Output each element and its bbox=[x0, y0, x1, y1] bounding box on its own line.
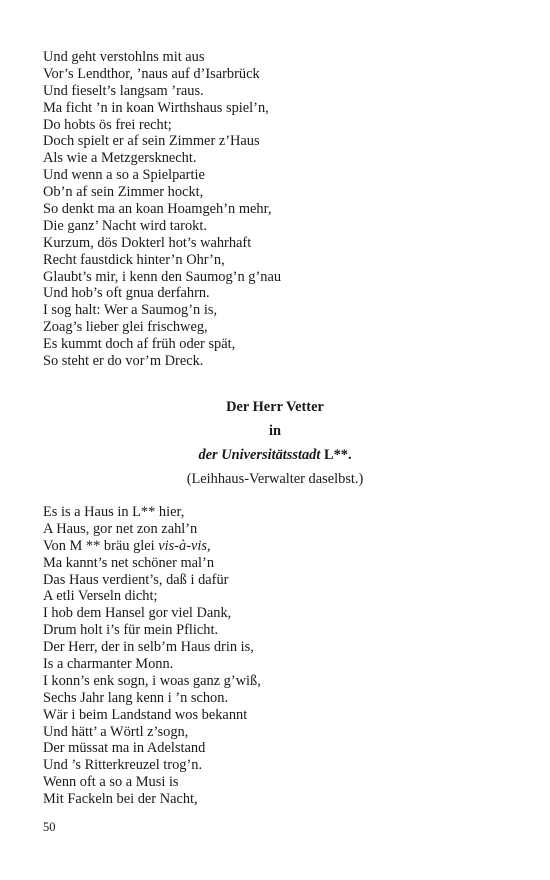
verse-line: Und wenn a so a Spielpartie bbox=[43, 167, 205, 184]
poem-stanza-bottom bbox=[43, 504, 513, 808]
verse-line: Drum holt i’s für mein Pflicht. bbox=[43, 622, 219, 639]
poem-heading bbox=[0, 395, 550, 491]
verse-line: Do hobts ös frei recht; bbox=[43, 116, 172, 133]
verse-line: Wenn oft a so a Musi is bbox=[43, 774, 179, 791]
verse-line: Sechs Jahr lang kenn i ’n schon. bbox=[43, 689, 229, 706]
verse-line: Is a charmanter Monn. bbox=[43, 656, 174, 673]
verse-line: Das Haus verdient’s, daß i dafür bbox=[43, 571, 229, 588]
page-number: 50 bbox=[43, 820, 56, 834]
place-suffix: L**. bbox=[320, 447, 352, 463]
verse-line: A Haus, gor net zon zahl’n bbox=[43, 520, 198, 537]
verse-line: A etli Verseln dicht; bbox=[43, 588, 158, 605]
verse-line: Der müssat ma in Adelstand bbox=[43, 740, 206, 757]
verse-line: Mit Fackeln bei der Nacht, bbox=[43, 791, 198, 808]
verse-line: Ob’n af sein Zimmer hockt, bbox=[43, 184, 204, 201]
verse-line: Ma ficht ’n in koan Wirthshaus spiel’n, bbox=[43, 99, 269, 116]
verse-line: So denkt ma an koan Hoamgeh’n mehr, bbox=[43, 201, 272, 218]
verse-line: I hob dem Hansel gor viel Dank, bbox=[43, 605, 232, 622]
verse-line: Und geht verstohlns mit aus bbox=[43, 49, 205, 65]
verse-line-text: Von M ** bräu glei bbox=[43, 537, 159, 554]
verse-line-italic: vis-à-vis, bbox=[158, 537, 211, 554]
verse-line: So steht er do vor’m Dreck. bbox=[43, 353, 204, 370]
verse-line: Der Herr, der in selb’m Haus drin is, bbox=[43, 639, 254, 656]
verse-line bbox=[43, 538, 513, 555]
verse-line: Und fieselt’s langsam ’raus. bbox=[43, 82, 204, 99]
poem-stanza-top bbox=[43, 49, 513, 370]
verse-line: Es is a Haus in L** hier, bbox=[43, 504, 185, 520]
verse-line: Zoag’s lieber glei frischweg, bbox=[43, 319, 208, 336]
poem-title-place bbox=[0, 443, 550, 467]
verse-line: Kurzum, dös Dokterl hot’s wahrhaft bbox=[43, 234, 252, 251]
poem-subtitle: (Leihhaus-Verwalter daselbst.) bbox=[186, 471, 364, 487]
verse-line: Und hätt’ a Wörtl z’sogn, bbox=[43, 723, 189, 740]
verse-line: Glaubt’s mir, i kenn den Saumog’n g’nau bbox=[43, 268, 282, 285]
verse-line: I konn’s enk sogn, i woas ganz g’wiß, bbox=[43, 672, 261, 689]
verse-line: Als wie a Metzgersknecht. bbox=[43, 150, 197, 167]
verse-line: Es kummt doch af früh oder spät, bbox=[43, 336, 236, 353]
verse-line: Ma kannt’s net schöner mal’n bbox=[43, 554, 215, 571]
verse-line: Recht faustdick hinter’n Ohr’n, bbox=[43, 251, 225, 268]
verse-line: I sog halt: Wer a Saumog’n is, bbox=[43, 302, 218, 319]
poem-title: Der Herr Vetter bbox=[226, 399, 324, 415]
verse-line: Doch spielt er af sein Zimmer z’Haus bbox=[43, 133, 260, 150]
verse-line: Und ’s Ritterkreuzel trog’n. bbox=[43, 757, 203, 774]
poem-title-in: in bbox=[268, 423, 281, 439]
verse-line: Und hob’s oft gnua derfahrn. bbox=[43, 285, 210, 302]
verse-line: Vor’s Lendthor, ’naus auf d’Isarbrück bbox=[43, 65, 260, 82]
verse-line: Die ganz’ Nacht wird tarokt. bbox=[43, 217, 207, 234]
verse-line: Wär i beim Landstand wos bekannt bbox=[43, 706, 248, 723]
place-italic: der Universitätsstadt bbox=[198, 447, 321, 463]
